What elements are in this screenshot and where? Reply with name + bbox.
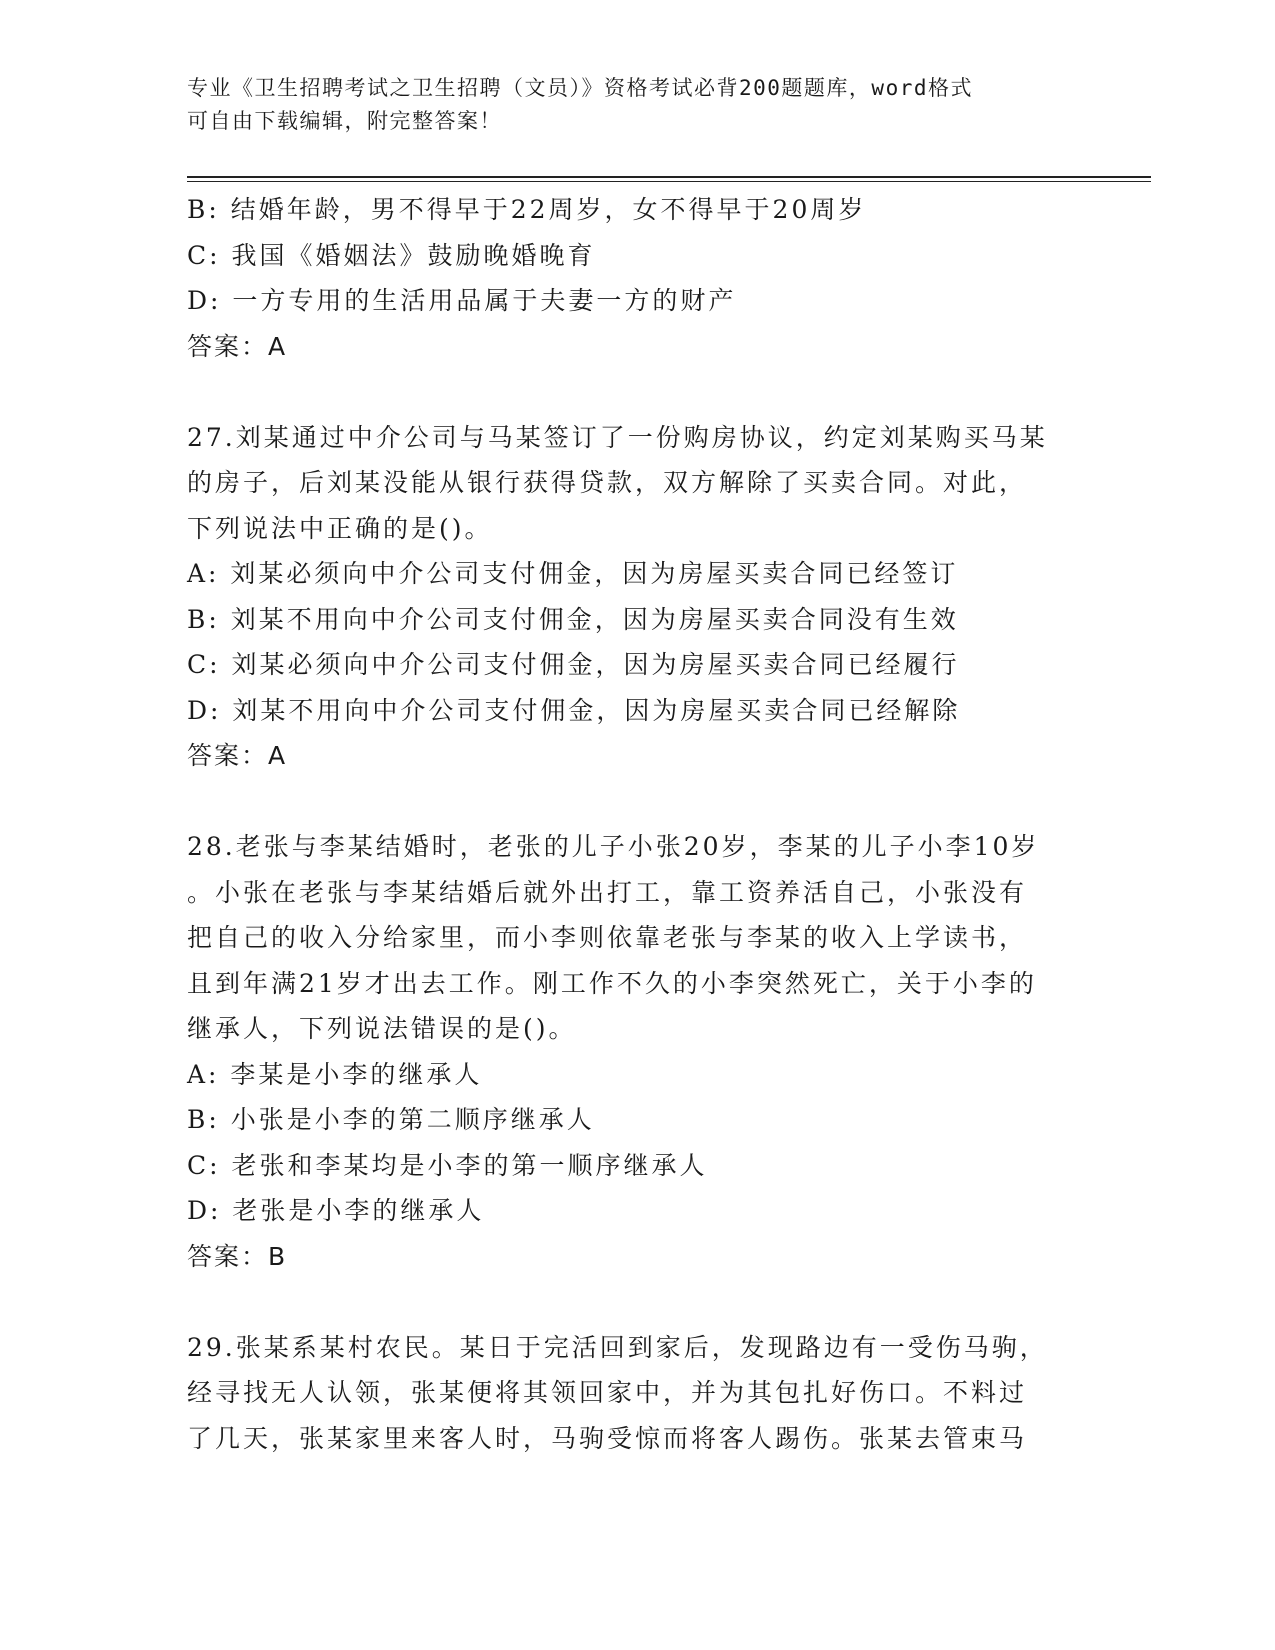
question-26-tail: [187, 187, 1077, 369]
question-stem: 的房子，后刘某没能从银行获得贷款，双方解除了买卖合同。对此，: [187, 468, 1028, 497]
option-a: A: 李某是小李的继承人: [187, 1059, 483, 1089]
question-27: [187, 415, 1077, 779]
spacer: [187, 1279, 1077, 1325]
spacer: [187, 779, 1077, 825]
option-b: B: 结婚年龄，男不得早于22周岁，女不得早于20周岁: [187, 195, 867, 224]
option-c: C: 我国《婚姻法》鼓励晚婚晚育: [187, 240, 596, 270]
question-content: [187, 187, 1077, 1461]
option-d: D: 刘某不用向中介公司支付佣金，因为房屋买卖合同已经解除: [187, 695, 961, 725]
question-stem: 经寻找无人认领，张某便将其领回家中，并为其包扎好伤口。不料过: [187, 1378, 1028, 1407]
answer-line: 答案：A: [187, 741, 288, 770]
question-stem: 且到年满21岁才出去工作。刚工作不久的小李突然死亡，关于小李的: [187, 968, 1037, 998]
answer-line: 答案：A: [187, 331, 288, 361]
option-d: D: 老张是小李的继承人: [187, 1196, 485, 1225]
question-stem: 29.张某系某村农民。某日于完活回到家后，发现路边有一受伤马驹，: [187, 1332, 1048, 1362]
option-d: D: 一方专用的生活用品属于夫妻一方的财产: [187, 286, 737, 315]
option-c: C: 刘某必须向中介公司支付佣金，因为房屋买卖合同已经履行: [187, 650, 960, 679]
option-a: A: 刘某必须向中介公司支付佣金，因为房屋买卖合同已经签订: [187, 559, 959, 588]
question-stem: 把自己的收入分给家里，而小李则依靠老张与李某的收入上学读书，: [187, 923, 1028, 952]
question-stem: 继承人，下列说法错误的是()。: [187, 1014, 577, 1043]
spacer: [187, 369, 1077, 415]
option-b: B: 小张是小李的第二顺序继承人: [187, 1105, 595, 1134]
question-29: [187, 1325, 1077, 1462]
page-header: [187, 72, 1067, 138]
question-stem: 了几天，张某家里来客人时，马驹受惊而将客人踢伤。张某去管束马: [187, 1423, 1028, 1453]
option-b: B: 刘某不用向中介公司支付佣金，因为房屋买卖合同没有生效: [187, 604, 959, 634]
header-divider-thin: [187, 181, 1151, 182]
header-divider-thick: [187, 176, 1151, 178]
question-stem: 27.刘某通过中介公司与马某签订了一份购房协议，约定刘某购买马某: [187, 422, 1048, 452]
question-stem: 下列说法中正确的是()。: [187, 513, 493, 543]
header-line-2: 可自由下载编辑，附完整答案！: [187, 109, 502, 133]
question-28: [187, 824, 1077, 1279]
question-stem: 。小张在老张与李某结婚后就外出打工，靠工资养活自己，小张没有: [187, 877, 1028, 907]
option-c: C: 老张和李某均是小李的第一顺序继承人: [187, 1150, 708, 1180]
header-line-1: 专业《卫生招聘考试之卫生招聘（文员）》资格考试必背200题题库，word格式: [187, 76, 973, 100]
question-stem: 28.老张与李某结婚时，老张的儿子小张20岁，李某的儿子小李10岁: [187, 832, 1040, 861]
answer-line: 答案：B: [187, 1241, 288, 1271]
